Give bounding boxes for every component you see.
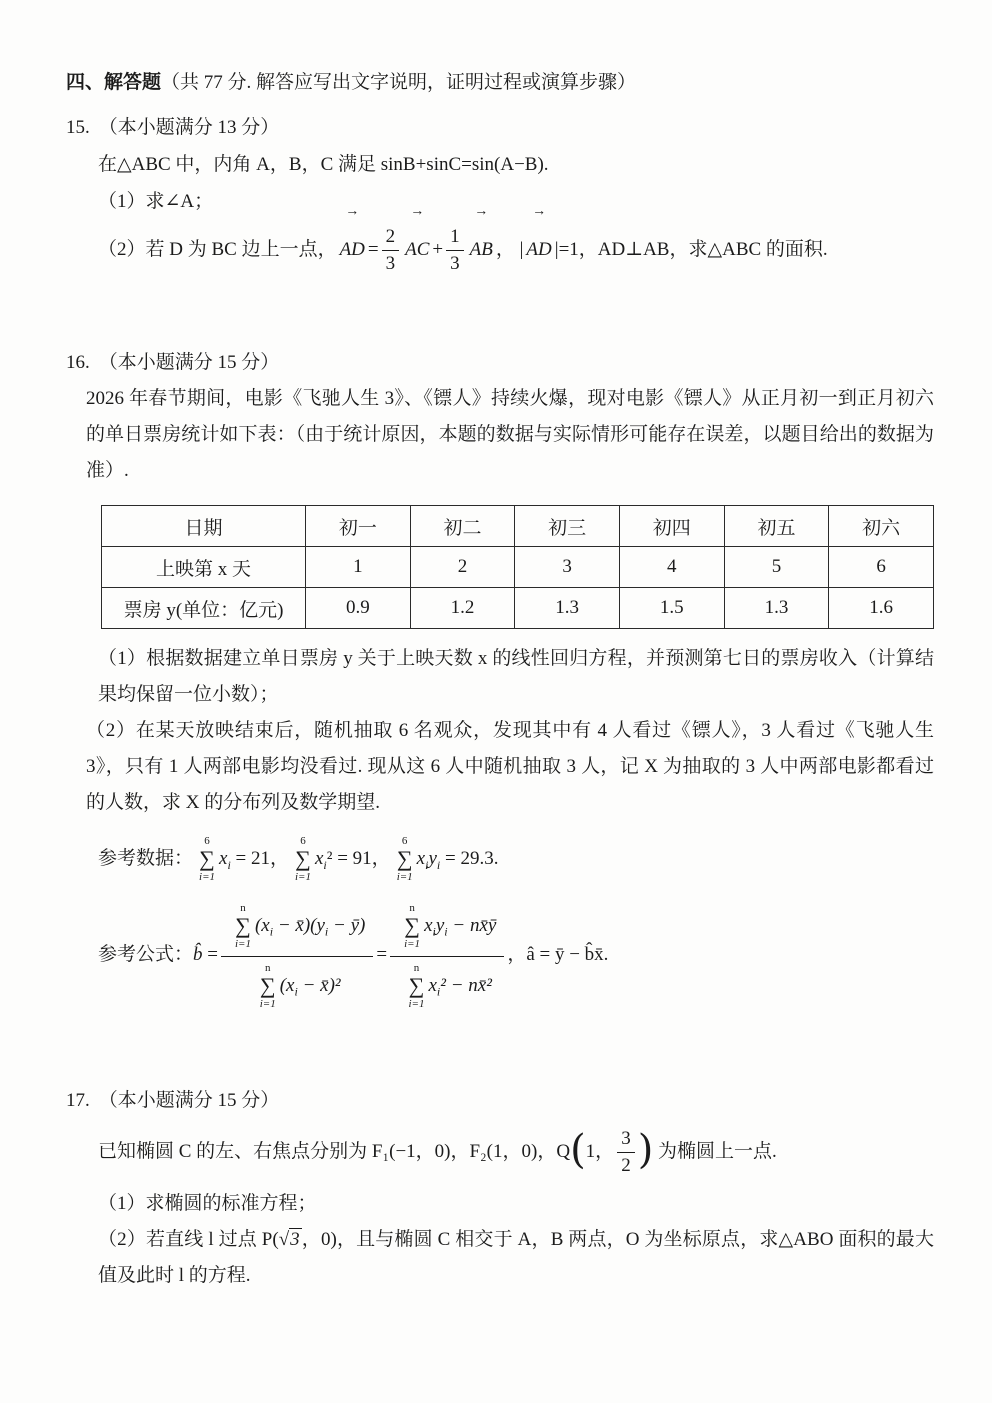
b-hat: b̂ bbox=[193, 943, 203, 965]
problem-16-intro: 2026 年春节期间，电影《飞驰人生 3》、《镖人》持续火爆，现对电影《镖人》从正月初一到正月初六的单日票房统计如下表：（由于统计原因，本题的数据与实际情形可能存在误差，以题目给出的数据为准）. bbox=[86, 388, 934, 481]
problem-17-number: 17. bbox=[66, 1089, 90, 1111]
fraction-one-third: $\frac{1}{3}$ bbox=[446, 225, 464, 276]
table-header-cell: 初六 bbox=[829, 506, 934, 547]
table-cell: 1.2 bbox=[410, 588, 515, 629]
problem-16-part2: （2）在某天放映结束后，随机抽取 6 名观众，发现其中有 4 人看过《镖人》，3 人看过《飞驰人生 3》，只有 1 人两部电影均没看过. 现从这 6 人中随机抽取 3 人，记 X 为抽取的 3 人中两部电影都看过的人数，求 X 的分布列及数学期望. bbox=[86, 720, 934, 813]
right-paren: ) bbox=[637, 1127, 654, 1174]
table-row-days bbox=[102, 547, 934, 588]
section-heading-note: （共 77 分. 解答应写出文字说明，证明过程或演算步骤） bbox=[161, 72, 637, 93]
sigma-icon: ∑ bbox=[295, 846, 311, 872]
vector-ad: → AD bbox=[339, 204, 365, 260]
sigma-icon: ∑ bbox=[396, 846, 413, 872]
table-cell: 6 bbox=[829, 547, 934, 588]
sigma-icon: ∑ bbox=[259, 972, 276, 998]
reference-data-label: 参考数据： bbox=[98, 848, 194, 869]
table-header-cell: 初四 bbox=[619, 506, 724, 547]
sigma-sum: 6 ∑ i=1 bbox=[396, 835, 413, 884]
table-cell: 1.5 bbox=[619, 588, 724, 629]
sigma-sum: 6 ∑ i=1 bbox=[295, 835, 311, 884]
sigma-icon: ∑ bbox=[404, 912, 420, 938]
problem-17-intro: 已知椭圆 C 的左、右焦点分别为 F₁(−1，0)，F₂(1，0)，Q(1， $\frac{3}{2}$ ) 为椭圆上一点. bbox=[98, 1127, 777, 1176]
problem-17-heading bbox=[66, 1082, 934, 1119]
vector-arrow-icon: → bbox=[410, 204, 425, 219]
problem-17-part2-tail: ，0)，且与椭圆 C 相交于 A，B 两点，O 为坐标原点，求△ABO 面积的最大值及此时 l 的方程. bbox=[98, 1228, 934, 1286]
problem-15-score: （本小题满分 13 分） bbox=[98, 117, 280, 138]
reference-formula-label: 参考公式： bbox=[98, 943, 194, 965]
table-cell: 1.3 bbox=[724, 588, 829, 629]
table-row-label: 票房 y(单位：亿元) bbox=[102, 588, 306, 629]
problem-16-part1: （1）根据数据建立单日票房 y 关于上映天数 x 的线性回归方程，并预测第七日的票房收入（计算结果均保留一位小数）； bbox=[98, 648, 934, 705]
table-cell: 3 bbox=[515, 547, 620, 588]
problem-15-part1: （1）求∠A； bbox=[98, 191, 214, 212]
problem-17-intro-text: 已知椭圆 C 的左、右焦点分别为 F₁(−1，0)，F₂(1，0)，Q bbox=[98, 1140, 571, 1162]
problem-16-number: 16. bbox=[66, 352, 90, 373]
table-row-revenue bbox=[102, 588, 934, 629]
equals-sign: = bbox=[207, 943, 218, 965]
vector-ac: → AC bbox=[405, 204, 430, 260]
problem-15-part2-tail: =1，AD⊥AB，求△ABC 的面积. bbox=[558, 239, 828, 260]
problem-17-part2 bbox=[98, 1222, 934, 1294]
table-cell: 1.6 bbox=[829, 588, 934, 629]
sigma-sum: 6 ∑ i=1 bbox=[199, 835, 215, 884]
abs-bar: | bbox=[554, 239, 559, 260]
vector-arrow-icon: → bbox=[345, 204, 360, 219]
reference-formula-line bbox=[98, 899, 934, 1012]
sigma-sum: n ∑ i=1 bbox=[408, 961, 425, 1010]
table-header-cell: 日期 bbox=[102, 506, 306, 547]
section-heading bbox=[66, 64, 934, 101]
table-cell: 4 bbox=[619, 547, 724, 588]
comma: ， bbox=[495, 239, 515, 260]
abs-bar: | bbox=[519, 239, 524, 260]
sigma-sum: n ∑ i=1 bbox=[234, 901, 251, 950]
problem-15-heading bbox=[66, 109, 934, 146]
problem-17-score: （本小题满分 15 分） bbox=[98, 1089, 280, 1111]
problem-15-part2 bbox=[98, 204, 934, 280]
vector-ab: → AB bbox=[469, 204, 493, 260]
problem-15 bbox=[66, 109, 934, 280]
sigma-sum: n ∑ i=1 bbox=[404, 901, 421, 950]
left-paren: ( bbox=[570, 1127, 586, 1174]
equals-sign: = bbox=[367, 239, 379, 260]
vector-arrow-icon: → bbox=[474, 204, 489, 219]
table-cell: 2 bbox=[410, 547, 515, 588]
box-office-table bbox=[101, 505, 934, 629]
vector-ad-magnitude: → AD bbox=[526, 204, 552, 260]
sqrt-3-value: 3 bbox=[290, 1228, 300, 1250]
table-cell: 1 bbox=[306, 547, 411, 588]
radical-sign: √ bbox=[278, 1228, 290, 1250]
table-header-cell: 初一 bbox=[306, 506, 411, 547]
sigma-sum: n ∑ i=1 bbox=[259, 961, 276, 1010]
table-row-label: 上映第 x 天 bbox=[102, 547, 306, 588]
problem-17-part1: （1）求椭圆的标准方程； bbox=[98, 1192, 317, 1214]
problem-17-intro-tail: 为椭圆上一点. bbox=[653, 1140, 777, 1162]
a-hat-equation: ，â = ȳ − b̂x̄. bbox=[507, 943, 609, 965]
section-heading-title: 四、解答题 bbox=[66, 72, 162, 93]
b-hat-fraction-1: n ∑ i=1 ($x_i$ − $x̄)(y_i$ − ȳ) n ∑ i=1 ($x_i$ − x̄)² bbox=[221, 899, 373, 1012]
table-cell: 0.9 bbox=[306, 588, 411, 629]
equals-sign: = bbox=[376, 943, 388, 965]
problem-17-part2-text: （2）若直线 l 过点 P( bbox=[98, 1228, 279, 1250]
problem-15-number: 15. bbox=[66, 117, 90, 138]
sigma-icon: ∑ bbox=[408, 972, 425, 998]
problem-16-heading bbox=[66, 344, 934, 381]
problem-16 bbox=[66, 344, 934, 1012]
vector-arrow-icon: → bbox=[532, 204, 547, 219]
problem-15-intro: 在△ABC 中，内角 A，B，C 满足 sinB+sinC=sin(A−B). bbox=[98, 154, 549, 175]
table-header-cell: 初三 bbox=[515, 506, 620, 547]
table-cell: 1.3 bbox=[515, 588, 620, 629]
q-point-fraction: $\frac{3}{2}$ bbox=[617, 1127, 635, 1178]
problem-15-part2-text: （2）若 D 为 BC 边上一点， bbox=[98, 239, 337, 260]
table-header-cell: 初五 bbox=[724, 506, 829, 547]
fraction-two-thirds: $\frac{2}{3}$ bbox=[382, 225, 400, 276]
sigma-icon: ∑ bbox=[199, 846, 215, 872]
problem-16-score: （本小题满分 15 分） bbox=[98, 352, 280, 373]
plus-sign: + bbox=[432, 239, 444, 260]
sigma-icon: ∑ bbox=[235, 912, 251, 938]
table-header-cell: 初二 bbox=[410, 506, 515, 547]
table-cell: 5 bbox=[724, 547, 829, 588]
table-header-row bbox=[102, 506, 934, 547]
reference-data-line: 参考数据： 6 ∑ i=1 $x_i = 21$， 6 ∑ i=1 $x_i^2 = 91$， 6 ∑ i=1 $x_iy_i = 29.3$. bbox=[98, 835, 499, 884]
problem-17 bbox=[66, 1082, 934, 1294]
b-hat-fraction-2: n ∑ i=1 $x_iy_i$ − nx̄ȳ n ∑ i=1 $x_i^2$ − nx̄² bbox=[390, 899, 504, 1012]
